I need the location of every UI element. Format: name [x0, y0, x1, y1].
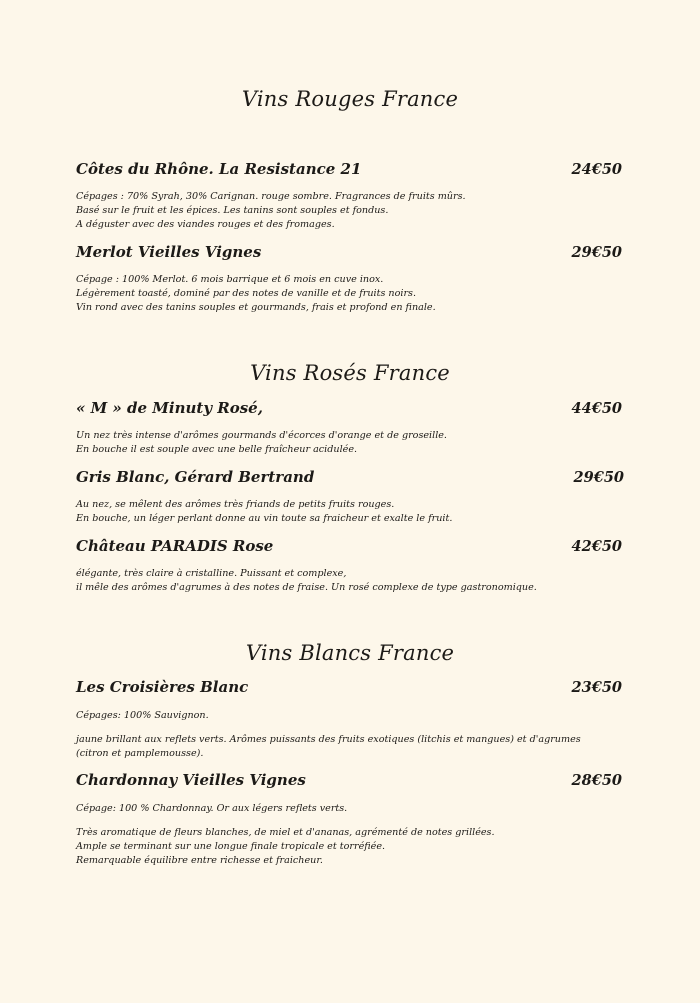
description-line: Au nez, se mêlent des arômes très friands de petits fruits rouges. [76, 499, 395, 510]
wine-description [76, 567, 636, 595]
cepage-line: Cépage: 100 % Chardonnay. Or aux légers reflets verts. [76, 803, 348, 814]
wine-name: Chardonnay Vieilles Vignes [76, 771, 306, 789]
description-line: En bouche il est souple avec une belle fraîcheur acidulée. [76, 444, 358, 455]
description-line: Remarquable équilibre entre richesse et fraicheur. [76, 855, 323, 866]
description-line: Vin rond avec des tanins souples et gourmands, frais et profond en finale. [76, 302, 436, 313]
description-line: En bouche, un léger perlant donne au vin toute sa fraicheur et exalte le fruit. [76, 513, 453, 524]
description-line: (citron et pamplemousse). [76, 748, 204, 759]
description-line: A déguster avec des viandes rouges et des fromages. [76, 219, 335, 230]
wine-description [76, 498, 636, 526]
wine-cepage [76, 802, 636, 816]
cepage-line: Cépages: 100% Sauvignon. [76, 710, 209, 721]
wine-name: Côtes du Rhône. La Resistance 21 [76, 160, 362, 178]
description-line: jaune brillant aux reflets verts. Arômes puissants des fruits exotiques (litchis et mangues) et d'agrumes [76, 734, 581, 745]
description-line: Cépages : 70% Syrah, 30% Carignan. rouge sombre. Fragrances de fruits mûrs. [76, 191, 466, 202]
section-title-blancs: Vins Blancs France [245, 641, 455, 665]
description-line: il mêle des arômes d'agrumes à des notes de fraise. Un rosé complexe de type gastronomique. [76, 582, 537, 593]
wine-description [76, 826, 636, 868]
wine-price: 23€50 [571, 679, 622, 696]
wine-name: « M » de Minuty Rosé, [76, 399, 263, 417]
wine-name: Les Croisières Blanc [76, 678, 249, 696]
description-line: Ample se terminant sur une longue finale tropicale et torréfiée. [76, 841, 386, 852]
description-line: Basé sur le fruit et les épices. Les tanins sont souples et fondus. [76, 205, 389, 216]
wine-price: 29€50 [573, 469, 624, 486]
wine-price: 44€50 [571, 400, 622, 417]
wine-price: 29€50 [571, 244, 622, 261]
description-line: Très aromatique de fleurs blanches, de miel et d'ananas, agrémenté de notes grillées. [76, 827, 495, 838]
wine-name: Gris Blanc, Gérard Bertrand [76, 468, 315, 486]
wine-price: 28€50 [571, 772, 622, 789]
wine-name: Château PARADIS Rose [76, 537, 274, 555]
description-line: Légèrement toasté, dominé par des notes de vanille et de fruits noirs. [76, 288, 416, 299]
wine-description [76, 429, 636, 457]
wine-name: Merlot Vieilles Vignes [76, 243, 262, 261]
wine-description [76, 190, 636, 232]
section-title-rouges: Vins Rouges France [241, 87, 459, 111]
description-line: Cépage : 100% Merlot. 6 mois barrique et 6 mois en cuve inox. [76, 274, 384, 285]
wine-cepage [76, 709, 636, 723]
wine-description [76, 733, 636, 761]
description-line: Un nez très intense d'arômes gourmands d'écorces d'orange et de groseille. [76, 430, 447, 441]
description-line: élégante, très claire à cristalline. Puissant et complexe, [76, 568, 347, 579]
wine-price: 24€50 [571, 161, 622, 178]
wine-description [76, 273, 636, 315]
section-title-roses: Vins Rosés France [250, 361, 450, 385]
wine-price: 42€50 [571, 538, 622, 555]
